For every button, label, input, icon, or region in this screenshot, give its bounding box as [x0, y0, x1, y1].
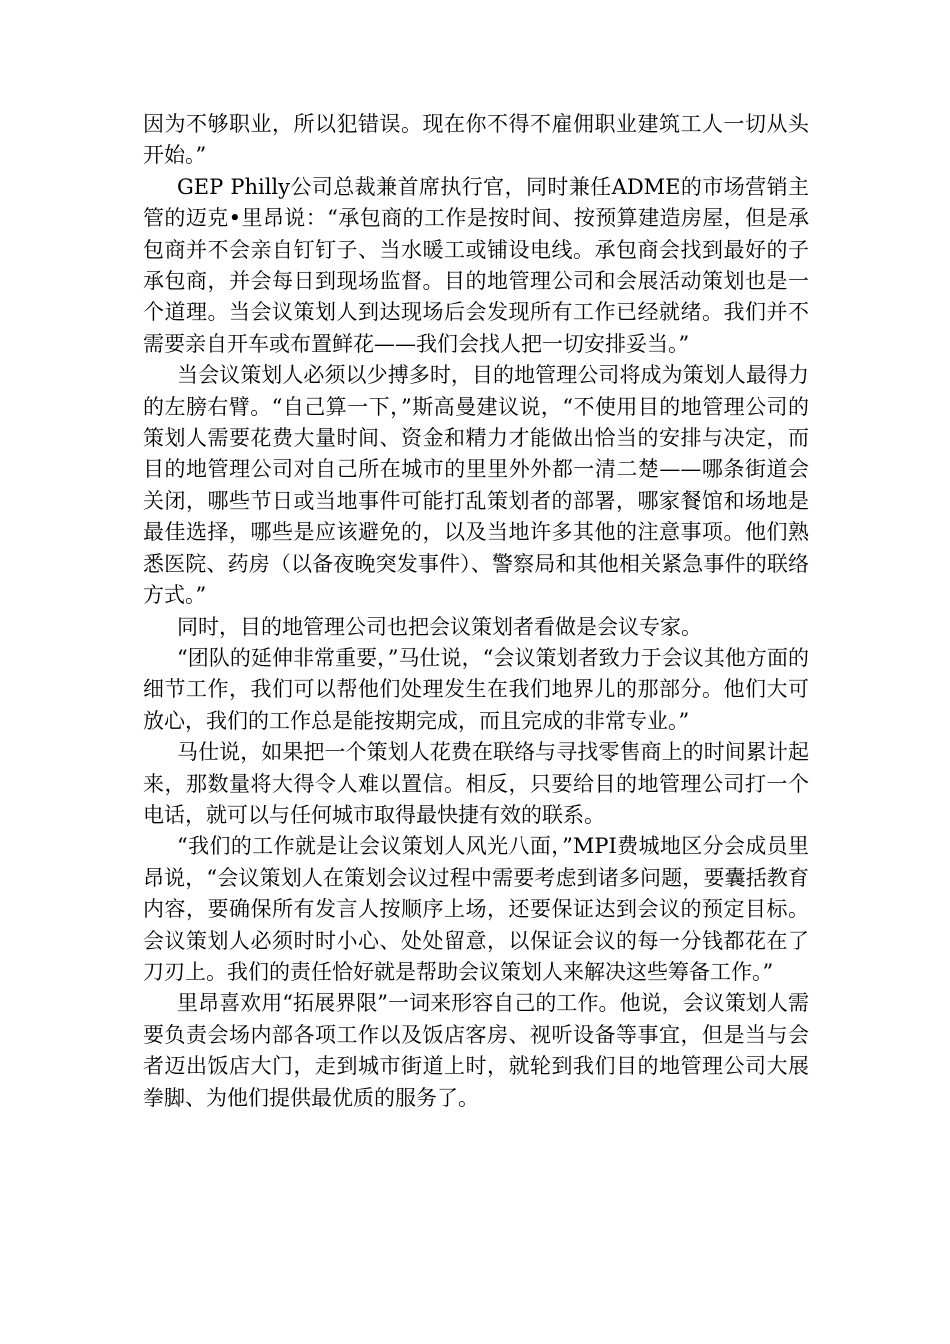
paragraph-5: “团队的延伸非常重要，”马仕说，“会议策划者致力于会议其他方面的细节工作，我们可以帮他们处理发生在我们地界儿的那部分。他们大可放心，我们的工作总是能按期完成，而且完成的非常专业。” — [143, 645, 809, 733]
paragraph-3: 当会议策划人必须以少搏多时，目的地管理公司将成为策划人最得力的左膀右臂。“自己算一下，”斯高曼建议说，“不使用目的地管理公司的策划人需要花费大量时间、资金和精力才能做出恰当的安排与决定，而目的地管理公司对自己所在城市的里里外外都一清二楚——哪条街道会关闭，哪些节日或当地事件可能打乱策划者的部署，哪家餐馆和场地是最佳选择，哪些是应该避免的，以及当地许多其他的注意事项。他们熟悉医院、药房（以备夜晚突发事件）、警察局和其他相关紧急事件的联络方式。” — [143, 363, 809, 608]
paragraph-4: 同时，目的地管理公司也把会议策划者看做是会议专家。 — [177, 614, 702, 639]
paragraph-7: “我们的工作就是让会议策划人风光八面，”MPI费城地区分会成员里昂说，“会议策划人在策划会议过程中需要考虑到诸多问题，要囊括教育内容，要确保所有发言人按顺序上场，还要保证达到会议的预定目标。会议策划人必须时时小心、处处留意，以保证会议的每一分钱都花在了刀刃上。我们的责任恰好就是帮助会议策划人来解决这些筹备工作。” — [143, 834, 809, 984]
paragraph-2: GEP Philly公司总裁兼首席执行官，同时兼任ADME的市场营销主管的迈克•里昂说：“承包商的工作是按时间、按预算建造房屋，但是承包商并不会亲自钉钉子、当水暖工或铺设电线。承包商会找到最好的子承包商，并会每日到现场监督。目的地管理公司和会展活动策划也是一个道理。当会议策划人到达现场后会发现所有工作已经就绪。我们并不需要亲自开车或布置鲜花——我们会找人把一切安排妥当。” — [143, 174, 809, 356]
paragraph-1: 因为不够职业，所以犯错误。现在你不得不雇佣职业建筑工人一切从头开始。” — [143, 112, 809, 168]
paragraph-6: 马仕说，如果把一个策划人花费在联络与寻找零售商上的时间累计起来，那数量将大得令人难以置信。相反，只要给目的地管理公司打一个电话，就可以与任何城市取得最快捷有效的联系。 — [143, 740, 809, 827]
paragraph-8: 里昂喜欢用“拓展界限”一词来形容自己的工作。他说，会议策划人需要负责会场内部各项工作以及饭店客房、视听设备等事宜，但是当与会者迈出饭店大门，走到城市街道上时，就轮到我们目的地管理公司大展拳脚、为他们提供最优质的服务了。 — [143, 991, 809, 1110]
document-body — [143, 109, 809, 1114]
